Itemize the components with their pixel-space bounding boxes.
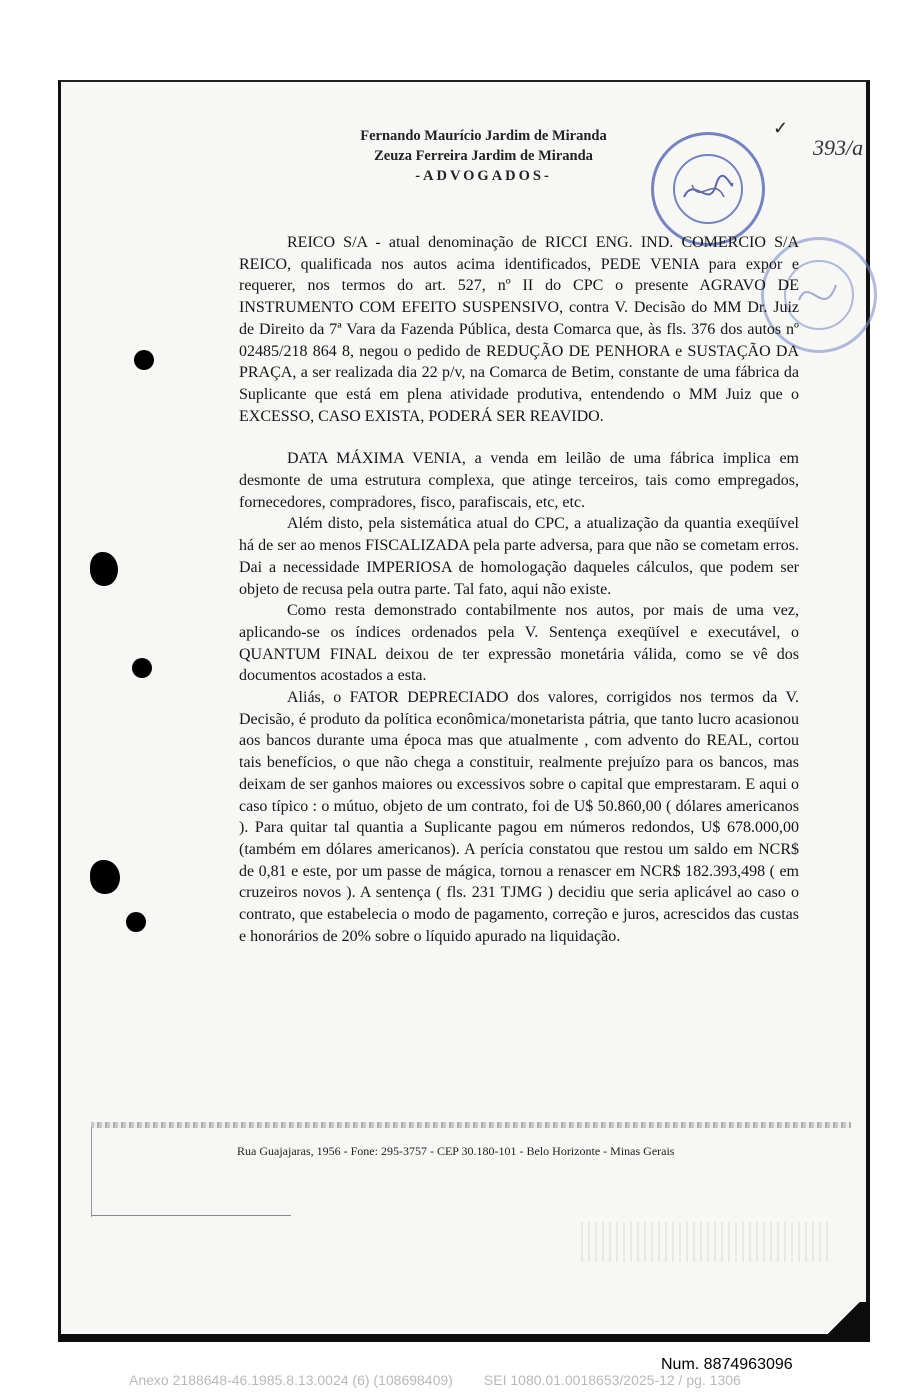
paragraph-cpc: Além disto, pela sistemática atual do CPC, a atualização da quantia exeqüível há de ser ao menos FISCALIZADA pela parte adversa, para que não se cometam erros. Dai a necessidade IMPERIOSA de homologação daqueles cálculos, que podem ser objeto de recusa pela outra parte. Tal fato, aqui não existe.: [239, 515, 799, 598]
footer-box-edge: [91, 1127, 92, 1217]
petition-body: [239, 232, 799, 948]
footer-box-bottom: [91, 1215, 291, 1216]
punch-hole-2: [90, 552, 118, 586]
footer-address: Rua Guajajaras, 1956 - Fone: 295-3757 - CEP 30.180-101 - Belo Horizonte - Minas Gerais: [237, 1144, 675, 1158]
paragraph-fator: Aliás, o FATOR DEPRECIADO dos valores, corrigidos nos termos da V. Decisão, é produto da política econômica/monetarista pátria, que tanto lucro acasionou aos bancos durante uma época mas que atualmente , com advento do REAL, cortou tais benefícios, o que não chega a constituir, realmente prejuízo para os bancos, mas deixam de ser ganhos maiores ou excessivos sobre o capital que emprestaram. E aqui o caso típico : o mútuo, objeto de um contrato, foi de U$ 50.860,00 ( dólares americanos ). Para quitar tal quantia a Suplicante pagou em números redondos, U$ 678.000,00 (também em dólares americanos). A perícia constatou que restou um saldo em NCR$ de 0,81 e este, por um passe de mágica, tornou a renascer em NCR$ 182.393,498 ( em cruzeiros novos ). A sentença ( fls. 231 TJMG ) decidiu que seria aplicável ao caso o contrato, que estabelecia o modo de pagamento, correção e juros, acrescidos das custas e honorários de 20% sobre o líquido apurado na liquidação.: [239, 689, 799, 945]
footer-divider: [91, 1122, 851, 1128]
scan-noise: [581, 1222, 831, 1262]
lawyer-name-1: Fernando Maurício Jardim de Miranda: [360, 128, 607, 144]
paragraph-venia: DATA MÁXIMA VENIA, a venda em leilão de uma fábrica implica em desmonte de uma estrutura complexa, que atinge terceiros, tais como empregados, fornecedores, compradores, fisco, parafiscais, etc, etc.: [239, 450, 799, 511]
paragraph-quantum: Como resta demonstrado contabilmente nos autos, por mais de uma vez, aplicando-se os índices ordenados pela V. Sentença exeqüível e executável, o QUANTUM FINAL deixou de ter expressão monetária válida, como se vê dos documentos acostados a esta.: [239, 602, 799, 685]
document-number: Num. 8874963096: [661, 1356, 793, 1373]
annex-reference: Anexo 2188648-46.1985.8.13.0024 (6) (108698409) SEI 1080.01.0018653/2025-12 / pg. 1306: [129, 1372, 741, 1388]
paragraph-intro: REICO S/A - atual denominação de RICCI ENG. IND. COMERCIO S/A REICO, qualificada nos autos acima identificados, PEDE VENIA para expor e requerer, nos termos do art. 527, nº II do CPC o presente AGRAVO DE INSTRUMENTO COM EFEITO SUSPENSIVO, contra V. Decisão do MM Dr. Juiz de Direito da 7ª Vara da Fazenda Pública, desta Comarca que, às fls. 376 dos autos nº 02485/218 864 8, negou o pedido de REDUÇÃO DE PENHORA e SUSTAÇÃO DA PRAÇA, a ser realizada dia 22 p/v, na Comarca de Betim, constante de uma fábrica da Suplicante que está em plena atividade produtiva, entendendo o MM Juiz que o EXCESSO, CASO EXISTA, PODERÁ SER REAVIDO.: [239, 234, 799, 425]
punch-hole-3: [132, 658, 152, 678]
scanned-page: [58, 80, 870, 1342]
court-stamp-1: [651, 132, 765, 246]
punch-hole-1: [134, 350, 154, 370]
letterhead-subtitle: -ADVOGADOS-: [415, 168, 552, 184]
check-mark-icon: ✓: [773, 118, 789, 138]
punch-hole-4: [90, 860, 120, 894]
punch-hole-5: [126, 912, 146, 932]
lawyer-name-2: Zeuza Ferreira Jardim de Miranda: [374, 148, 593, 164]
handwritten-page-number: 393/a: [813, 135, 864, 160]
